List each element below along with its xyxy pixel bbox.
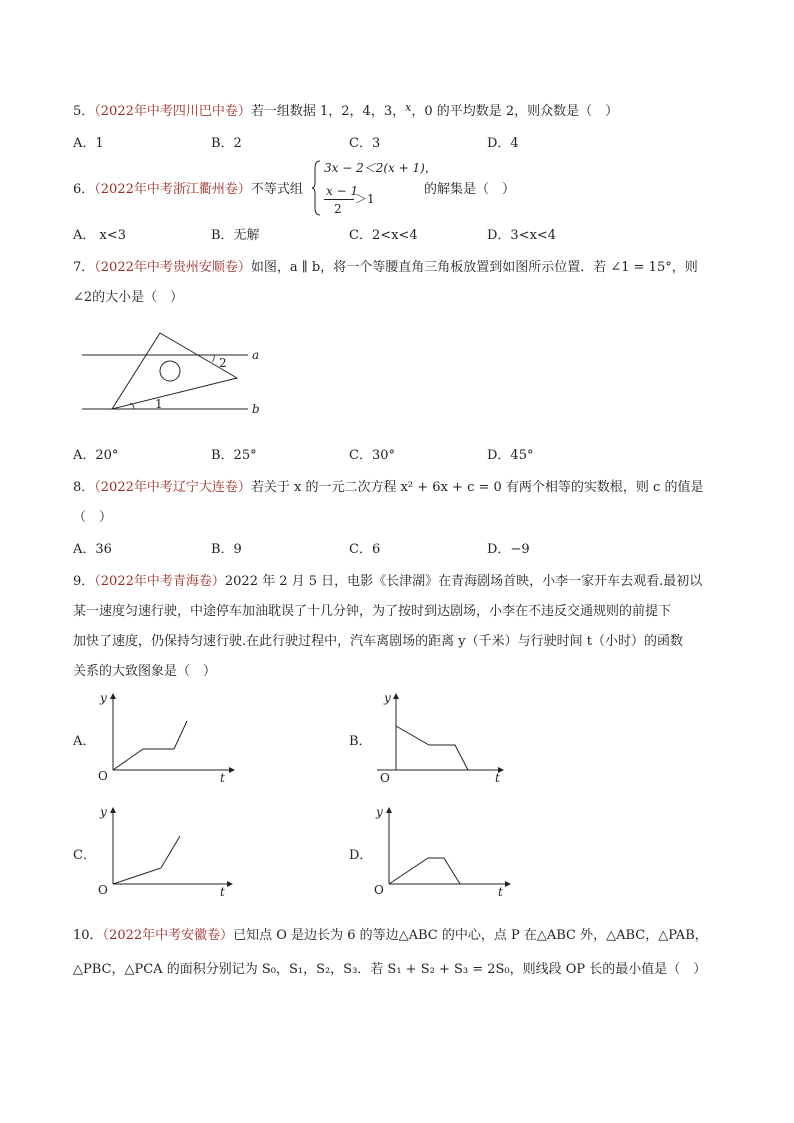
- q6-stem: [73, 182, 303, 198]
- q8-stem-line2: （ ）: [73, 510, 113, 525]
- q9-c-origin: O: [98, 883, 108, 897]
- q7-figure: [78, 325, 278, 415]
- q9-b-y-label: y: [384, 691, 391, 705]
- q7-option-a[interactable]: A．20°: [73, 448, 119, 463]
- q5-source: （2022年中考四川巴中卷）: [94, 104, 251, 119]
- q9-source: （2022年中考青海卷）: [94, 574, 225, 589]
- q6-fraction-bar: [324, 199, 354, 200]
- q7-option-b[interactable]: B．25°: [211, 448, 257, 463]
- q5-text-b: ，0 的平均数是 2，则众数是（ ）: [411, 104, 619, 119]
- q9-number: 9．: [73, 574, 95, 589]
- q6-text-b: 的解集是（ ）: [424, 182, 516, 197]
- q9-stem-line4: 关系的大致图象是（ ）: [73, 664, 217, 679]
- q9-graph-c[interactable]: [94, 804, 244, 899]
- q10-text-1: 已知点 O 是边长为 6 的等边△ABC 的中心，点 P 在△ABC 外，△ABC，△PAB，: [233, 928, 708, 943]
- q7-stem-line1: [73, 260, 698, 276]
- q6-fraction-numerator: x − 1: [326, 184, 359, 198]
- q7-label-a: a: [252, 348, 260, 362]
- q10-stem-line2: △PBC，△PCA 的面积分别记为 S₀，S₁，S₂，S₃．若 S₁ + S₂ + S₃ = 2S₀，则线段 OP 长的最小值是（ ）: [73, 962, 707, 977]
- q9-c-t-label: t: [220, 885, 225, 899]
- q10-source: （2022年中考安徽卷）: [102, 928, 234, 943]
- q5-option-d[interactable]: D．4: [487, 136, 519, 151]
- q9-graph-a[interactable]: [94, 690, 244, 785]
- q9-graph-b[interactable]: [377, 690, 527, 785]
- q8-option-b[interactable]: B．9: [211, 542, 242, 557]
- q9-stem-line3: 加快了速度，仍保持匀速行驶.在此行驶过程中，汽车离剧场的距离 y（千米）与行驶时间 t（小时）的函数: [73, 634, 683, 649]
- q9-stem-line2: 某一速度匀速行驶，中途停车加油耽误了十几分钟，为了按时到达剧场，小李在不违反交通规则的前提下: [73, 604, 672, 619]
- q9-c-y-label: y: [100, 805, 107, 819]
- q9-option-a[interactable]: A．: [73, 734, 96, 749]
- q9-d-y-label: y: [376, 805, 383, 819]
- q5-number: 5．: [73, 104, 95, 119]
- q6-text-a: 不等式组: [250, 182, 303, 197]
- q6-inequality-1: 3x − 2＜2(x + 1)，: [324, 161, 437, 175]
- q9-option-d[interactable]: D．: [349, 848, 373, 863]
- q8-text-a: 若关于 x 的一元二次方程 x² + 6x + c = 0 有两个相等的实数根，则 c 的值是: [250, 480, 704, 495]
- q10-stem-line1: [73, 928, 708, 944]
- q7-label-angle2: 2: [219, 356, 227, 370]
- q7-label-b: b: [252, 402, 260, 416]
- q9-option-b[interactable]: B．: [349, 734, 372, 749]
- q5-option-c[interactable]: C．3: [349, 136, 381, 151]
- q7-option-c[interactable]: C．30°: [349, 448, 395, 463]
- q6-inequality-2-rhs: ＞1: [355, 192, 375, 206]
- q7-option-d[interactable]: D．45°: [487, 448, 534, 463]
- q6-option-a[interactable]: A． x<3: [73, 228, 127, 243]
- q7-stem-line2: ∠2的大小是（ ）: [73, 290, 184, 305]
- q9-b-origin: O: [380, 771, 390, 785]
- q9-text-1: 2022 年 2 月 5 日，电影《长津湖》在青海剧场首映，小李一家开车去观看.最初以: [224, 574, 703, 589]
- q8-option-a[interactable]: A．36: [73, 542, 112, 557]
- q8-number: 8．: [73, 480, 95, 495]
- q8-option-d[interactable]: D．−9: [487, 542, 530, 557]
- q9-b-t-label: t: [495, 771, 500, 785]
- q8-option-c[interactable]: C．6: [349, 542, 381, 557]
- q6-option-c[interactable]: C．2<x<4: [349, 228, 418, 243]
- q9-a-t-label: t: [220, 771, 225, 785]
- q5-option-a[interactable]: A．1: [73, 136, 104, 151]
- q6-number: 6．: [73, 182, 95, 197]
- q7-text-a: 如图，a ∥ b，将一个等腰直角三角板放置到如图所示位置．若 ∠1 = 15°，则: [250, 260, 698, 275]
- q9-d-origin: O: [374, 883, 384, 897]
- q9-d-t-label: t: [498, 885, 503, 899]
- q6-brace: [312, 160, 322, 216]
- q9-option-c[interactable]: C．: [73, 848, 96, 863]
- q6-source: （2022年中考浙江衢州卷）: [94, 182, 251, 197]
- q5-var-x: x: [405, 101, 412, 114]
- q5-option-b[interactable]: B．2: [211, 136, 242, 151]
- q9-a-origin: O: [98, 769, 108, 783]
- q9-stem-line1: [73, 574, 702, 590]
- q7-number: 7．: [73, 260, 95, 275]
- q9-graph-d[interactable]: [370, 804, 520, 899]
- q7-label-angle1: 1: [155, 397, 163, 411]
- q5-stem: [73, 101, 619, 120]
- q8-source: （2022年中考辽宁大连卷）: [94, 480, 251, 495]
- q6-option-d[interactable]: D．3<x<4: [487, 228, 557, 243]
- q7-source: （2022年中考贵州安顺卷）: [94, 260, 251, 275]
- q10-number: 10．: [73, 928, 103, 943]
- q6-option-b[interactable]: B．无解: [211, 228, 260, 243]
- q6-fraction-denominator: 2: [334, 202, 342, 216]
- q5-text-a: 若一组数据 1，2，4，3，: [250, 104, 406, 119]
- q9-a-y-label: y: [100, 691, 107, 705]
- q8-stem-line1: [73, 480, 703, 496]
